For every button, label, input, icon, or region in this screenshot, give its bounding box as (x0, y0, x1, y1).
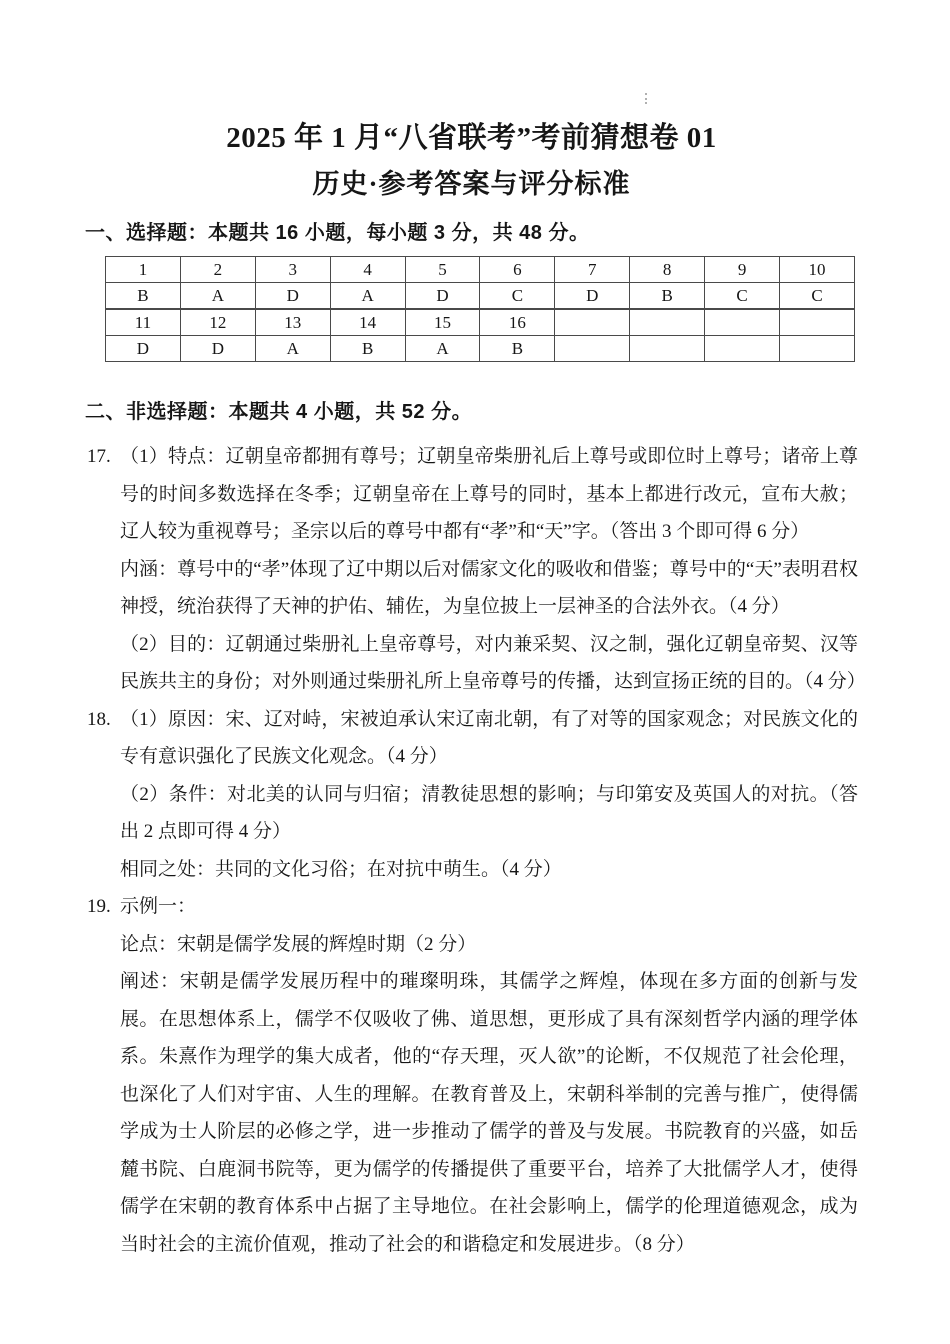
answer-paragraph: 内涵：尊号中的“孝”体现了辽中期以后对儒家文化的吸收和借鉴；尊号中的“天”表明君权神授，统治获得了天神的护佑、辅佐，为皇位披上一层神圣的合法外衣。（4 分） (120, 558, 858, 617)
table-cell: 14 (330, 309, 405, 336)
table-cell: 15 (405, 309, 480, 336)
table-cell: 9 (705, 257, 780, 283)
answer-paragraph: 阐述：宋朝是儒学发展历程中的璀璨明珠，其儒学之辉煌，体现在多方面的创新与发展。在思想体系上，儒学不仅吸收了佛、道思想，更形成了具有深刻哲学内涵的理学体系。朱熹作为理学的集大成者，他的“存天理，灭人欲”的论断，不仅规范了社会伦理，也深化了人们对宇宙、人生的理解。在教育普及上，宋朝科举制的完善与推广，使得儒学成为士人阶层的必修之学，进一步推动了儒学的普及与发展。书院教育的兴盛，如岳麓书院、白鹿洞书院等，更为儒学的传播提供了重要平台，培养了大批儒学人才，使得儒学在宋朝的教育体系中占据了主导地位。在社会影响上，儒学的伦理道德观念，成为当时社会的主流价值观，推动了社会的和谐稳定和发展进步。（8 分） (120, 971, 858, 1255)
answer-paragraph: 相同之处：共同的文化习俗；在对抗中萌生。（4 分） (120, 858, 562, 880)
question-number: 19. (87, 896, 111, 917)
table-cell: 8 (630, 257, 705, 283)
page-title: 2025 年 1 月“八省联考”考前猜想卷 01 (226, 122, 717, 154)
question-19-answer (85, 888, 858, 1263)
table-cell: B (630, 283, 705, 310)
table-cell (630, 336, 705, 362)
table-cell: 5 (405, 257, 480, 283)
scan-artifact-mark (645, 93, 648, 104)
question-number: 17. (87, 446, 111, 467)
answer-paragraph: 示例一： (120, 896, 197, 917)
table-cell: 6 (480, 257, 555, 283)
table-cell: 4 (330, 257, 405, 283)
table-cell: 2 (180, 257, 255, 283)
table-cell: D (180, 336, 255, 362)
table-cell (705, 336, 780, 362)
table-cell: 13 (255, 309, 330, 336)
table-cell: B (330, 336, 405, 362)
table-cell (555, 336, 630, 362)
question-17-answer (85, 438, 866, 701)
table-cell (780, 309, 855, 336)
table-cell: 11 (106, 309, 181, 336)
answer-paragraph: （1）原因：宋、辽对峙，宋被迫承认宋辽南北朝，有了对等的国家观念；对民族文化的专有意识强化了民族文化观念。（4 分） (120, 708, 858, 767)
table-cell: D (255, 283, 330, 310)
question-18-answer (85, 701, 858, 889)
section1-heading: 一、选择题：本题共 16 小题，每小题 3 分，共 48 分。 (85, 222, 590, 244)
table-cell: D (405, 283, 480, 310)
table-cell: 1 (106, 257, 181, 283)
answer-paragraph: （2）目的：辽朝通过柴册礼上皇帝尊号，对内兼采契、汉之制，强化辽朝皇帝契、汉等民族共主的身份；对外则通过柴册礼所上皇帝尊号的传播，达到宣扬正统的目的。（4 分） (120, 633, 866, 692)
table-cell: 10 (780, 257, 855, 283)
table-cell (780, 336, 855, 362)
answer-paragraph: （2）条件：对北美的认同与归宿；清教徒思想的影响；与印第安及英国人的对抗。（答出 2 点即可得 4 分） (120, 783, 858, 842)
table-cell: C (780, 283, 855, 310)
table-cell (555, 309, 630, 336)
page-subtitle: 历史·参考答案与评分标准 (312, 169, 631, 199)
table-cell: A (180, 283, 255, 310)
table-row-answers-11-16 (106, 336, 855, 362)
table-row-question-numbers-1-10 (106, 257, 855, 283)
table-cell: A (330, 283, 405, 310)
table-cell: D (106, 336, 181, 362)
table-cell: D (555, 283, 630, 310)
table-cell: C (480, 283, 555, 310)
question-number: 18. (87, 708, 111, 730)
table-cell (630, 309, 705, 336)
table-cell: A (405, 336, 480, 362)
table-cell: B (106, 283, 181, 310)
table-cell: 16 (480, 309, 555, 336)
table-cell: 3 (255, 257, 330, 283)
answer-paragraph: （1）特点：辽朝皇帝都拥有尊号；辽朝皇帝柴册礼后上尊号或即位时上尊号；诸帝上尊号的时间多数选择在冬季；辽朝皇帝在上尊号的同时，基本上都进行改元，宣布大赦；辽人较为重视尊号；圣宗以后的尊号中都有“孝”和“天”字。（答出 3 个即可得 6 分） (120, 446, 858, 542)
table-cell: C (705, 283, 780, 310)
answer-key-table (105, 256, 855, 362)
table-row-question-numbers-11-16 (106, 309, 855, 336)
section2-heading: 二、非选择题：本题共 4 小题，共 52 分。 (85, 401, 473, 423)
table-cell: B (480, 336, 555, 362)
table-cell: 12 (180, 309, 255, 336)
table-row-answers-1-10 (106, 283, 855, 310)
answer-paragraph: 论点：宋朝是儒学发展的辉煌时期（2 分） (120, 933, 477, 955)
table-cell (705, 309, 780, 336)
table-cell: 7 (555, 257, 630, 283)
answers-body (85, 438, 866, 1263)
table-cell: A (255, 336, 330, 362)
